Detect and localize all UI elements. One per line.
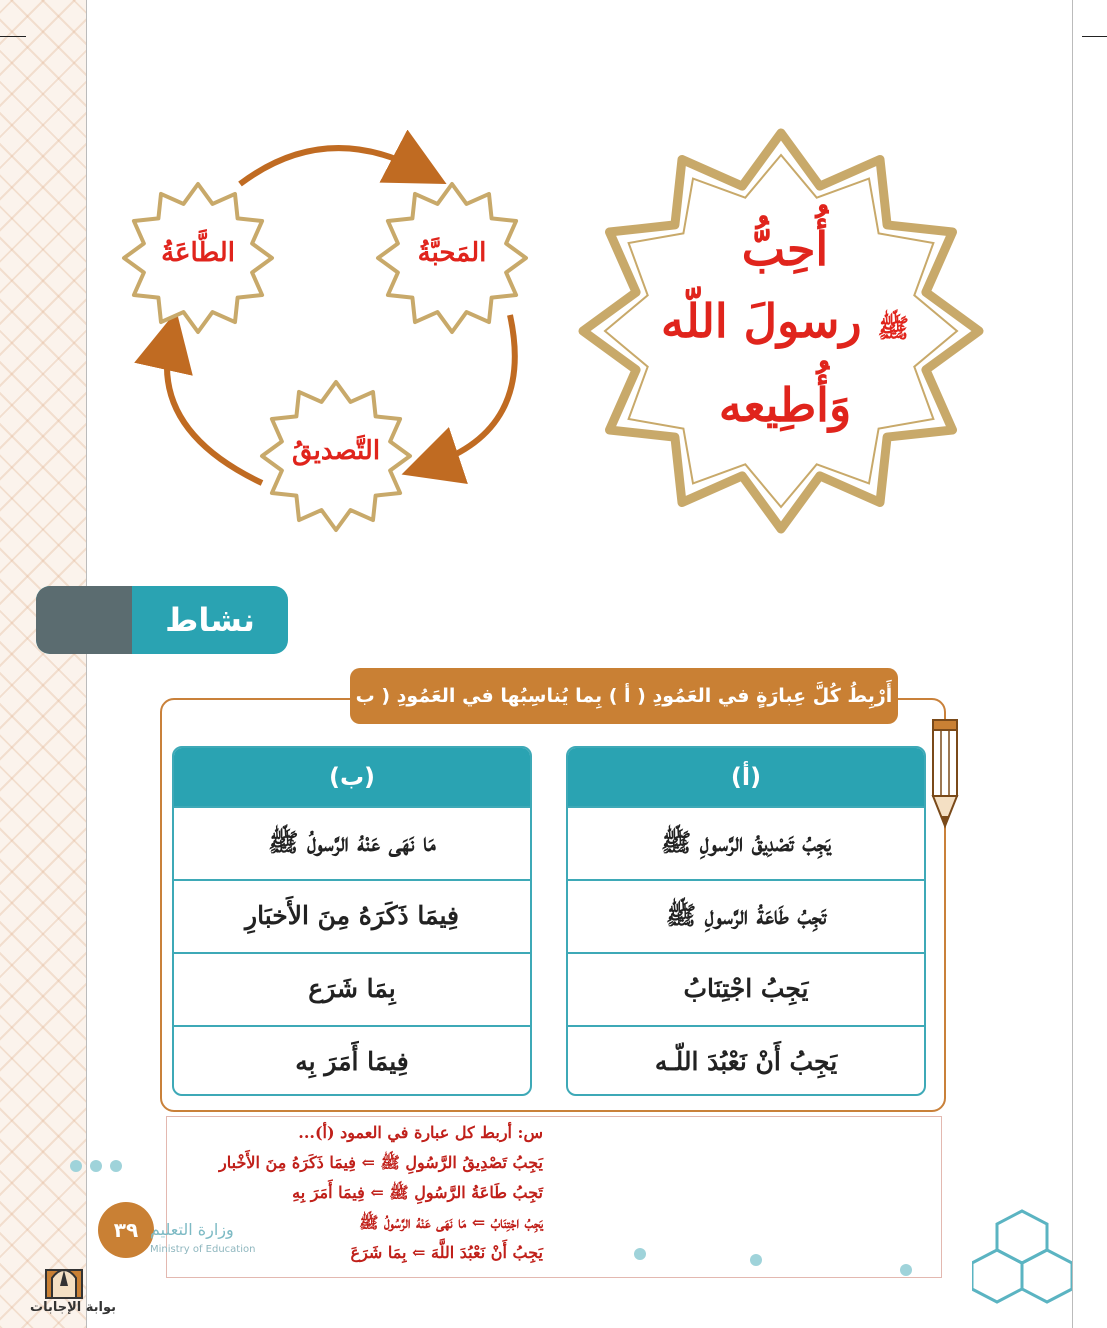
decorative-dot — [634, 1248, 646, 1260]
column-a-header: (أ) — [568, 748, 924, 806]
column-a — [566, 746, 926, 1096]
cycle-belief-label: التَّصديقُ — [291, 436, 381, 466]
answer-line: يَجِبُ أَنْ نَعْبُدَ اللَّهَ ⇐ بِمَا شَرَعَ — [350, 1243, 543, 1262]
honorific: ﷺ — [877, 314, 910, 344]
column-b — [172, 746, 532, 1096]
portal-logo-icon — [44, 1256, 84, 1300]
activity-tab-label: نشاط — [165, 601, 255, 639]
decorative-dot — [90, 1160, 102, 1172]
column-a-item[interactable]: تَجِبُ طَاعَةُ الرَّسولِ ﷺ — [568, 879, 924, 952]
answer-line: يَجِبُ تَصْدِيقُ الرَّسُولِ ﷺ ⇐ فِيمَا ذَكَرَهُ مِنَ الأَخْبار — [219, 1153, 543, 1172]
column-b-item[interactable]: فِيمَا ذَكَرَهُ مِنَ الأَخبَارِ — [174, 879, 530, 952]
cycle-love-label: المَحبَّةُ — [417, 238, 487, 268]
ministry-logo-text-en: Ministry of Education — [150, 1244, 256, 1255]
curved-arrow-icon — [167, 340, 262, 483]
geometric-corner-icon — [972, 1206, 1072, 1316]
column-a-item[interactable]: يَجِبُ تَصْدِيقُ الرَّسولِ ﷺ — [568, 806, 924, 879]
portal-label: بوابة الإجابات — [30, 1300, 116, 1315]
trim-line — [1072, 0, 1073, 1328]
column-a-item[interactable]: يَجِبُ اجْتِنَابُ — [568, 952, 924, 1025]
column-a-item[interactable]: يَجِبُ أَنْ نَعْبُدَ اللّـه — [568, 1025, 924, 1096]
answer-line: تَجِبُ طَاعَةُ الرَّسُولِ ﷺ ⇐ فِيمَا أَمَرَ بِهِ — [292, 1183, 543, 1202]
title-line-1: أُحِبُّ — [741, 222, 829, 276]
title-line-3: وَأُطِيعه — [718, 378, 852, 432]
column-b-item[interactable]: فِيمَا أَمَرَ بِه — [174, 1025, 530, 1096]
activity-instruction: أَرْبِطُ كُلَّ عِبارَةٍ في العَمُودِ ( أ ) بِما يُناسِبُها في العَمُودِ ( ب — [350, 668, 898, 724]
activity-tab — [36, 586, 288, 654]
answer-line: يَجِبُ اجْتِنَابُ ⇐ مَا نَهَى عَنْهُ الرَّسُولُ ﷺ — [359, 1213, 543, 1232]
page-number: ٣٩ — [98, 1202, 154, 1258]
decorative-dot — [750, 1254, 762, 1266]
title-line-2: ﷺ رسولَ اللّه — [660, 294, 910, 348]
activity-tab-accent — [36, 586, 132, 654]
crop-mark — [1082, 36, 1107, 37]
decorative-dot — [900, 1264, 912, 1276]
crop-mark — [0, 36, 26, 37]
decorative-dot — [110, 1160, 122, 1172]
pencil-icon — [928, 718, 962, 830]
decorative-side-pattern — [0, 0, 86, 1328]
column-b-item[interactable]: بِمَا شَرَع — [174, 952, 530, 1025]
answer-question: س: أربط كل عبارة في العمود (أ)... — [298, 1123, 543, 1142]
answer-box — [166, 1116, 942, 1278]
decorative-dot — [70, 1160, 82, 1172]
cycle-obedience-label: الطَّاعَةُ — [161, 238, 235, 268]
column-b-item[interactable]: مَا نَهَى عَنْهُ الرَّسولُ ﷺ — [174, 806, 530, 879]
ministry-logo-text: وزارة التعليم — [150, 1220, 234, 1239]
column-b-header: (ب) — [174, 748, 530, 806]
trim-line — [86, 0, 87, 1328]
